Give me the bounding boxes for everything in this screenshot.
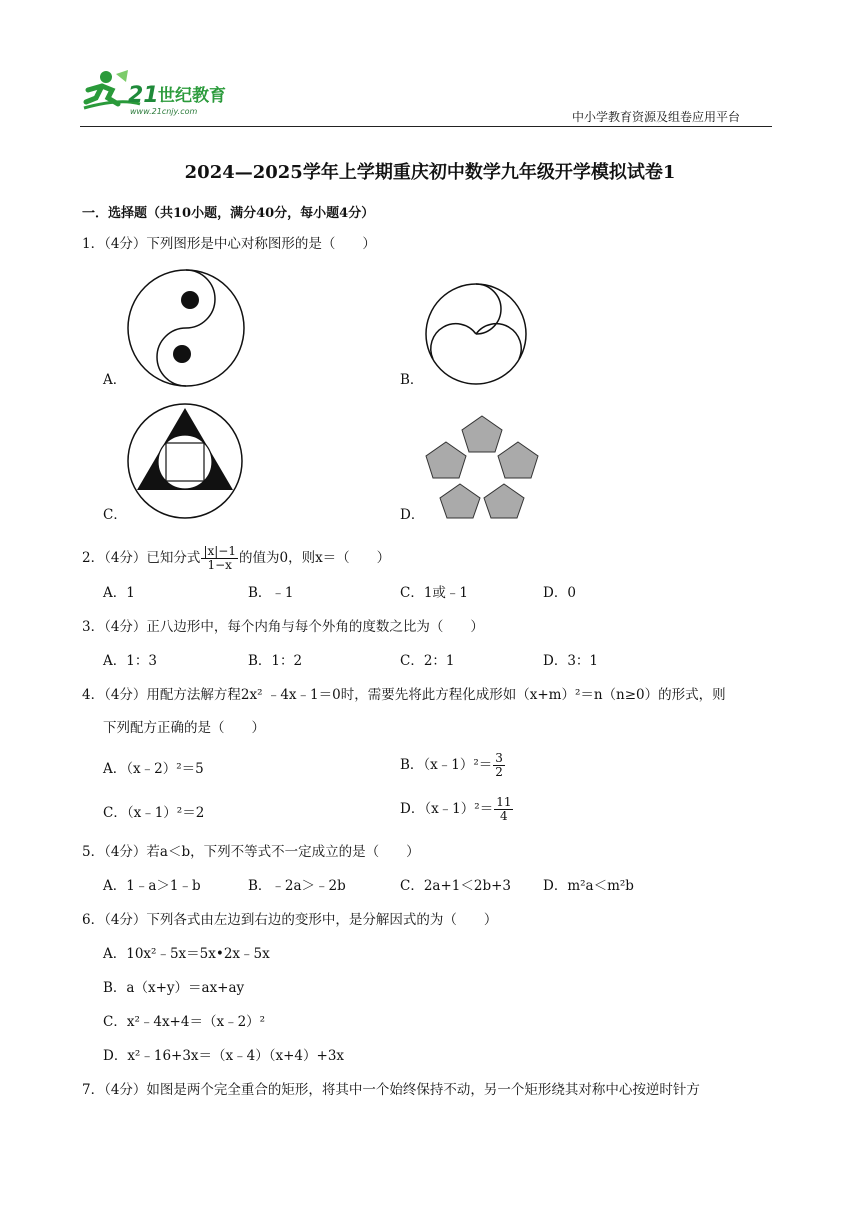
q6-option-a[interactable]: A．10x²﹣5x＝5x•2x﹣5x (103, 946, 270, 962)
q2-numerator: |x|−1 (203, 544, 236, 558)
q6-option-d[interactable]: D．x²﹣16+3x＝（x﹣4）（x+4）+3x (103, 1048, 345, 1064)
three-swirl-figure (424, 282, 528, 386)
question-1-stem: 1．（4分）下列图形是中心对称图形的是（ ） (82, 236, 376, 252)
q5-option-b[interactable]: B．﹣2a＞﹣2b (248, 878, 346, 894)
q3-option-a[interactable]: A．1：3 (103, 653, 157, 669)
q1-option-d[interactable]: D． (400, 507, 425, 523)
platform-name: 中小学教育资源及组卷应用平台 (571, 110, 740, 124)
triangle-in-circle-figure (126, 402, 244, 520)
section-heading: 一．选择题（共10小题，满分40分，每小题4分） (82, 206, 375, 221)
q4-b-numerator: 3 (495, 751, 503, 765)
question-3-stem: 3．（4分）正八边形中，每个内角与每个外角的度数之比为（ ） (82, 619, 484, 635)
q1-option-b[interactable]: B． (400, 372, 424, 388)
svg-text:www.21cnjy.com: www.21cnjy.com (130, 107, 198, 116)
question-2-stem (82, 545, 390, 572)
q6-option-b[interactable]: B．a（x+y）＝ax+ay (103, 980, 245, 996)
q4-option-b[interactable] (400, 752, 506, 779)
q2-text-pre: 2．（4分）已知分式 (82, 550, 201, 566)
q3-option-c[interactable]: C．2：1 (400, 653, 455, 669)
q2-option-d[interactable]: D．0 (543, 585, 576, 601)
q1-option-a[interactable]: A． (103, 372, 127, 388)
q1-option-c[interactable]: C． (103, 507, 127, 523)
q2-option-c[interactable]: C．1或﹣1 (400, 585, 469, 601)
q4-option-d-text: D．（x﹣1）²＝ (400, 801, 494, 817)
q2-denominator: 1−x (207, 558, 232, 572)
q2-text-post: 的值为0，则x＝（ ） (238, 550, 391, 566)
question-6-stem: 6．（4分）下列各式由左边到右边的变形中，是分解因式的为（ ） (82, 912, 498, 928)
q4-d-numerator: 11 (496, 795, 512, 809)
five-pentagons-figure (424, 412, 540, 522)
question-7-stem: 7．（4分）如图是两个完全重合的矩形，将其中一个始终保持不动，另一个矩形绕其对称中心按逆时针方 (82, 1082, 700, 1098)
q2-fraction (201, 545, 238, 572)
svg-text:21: 21 (128, 83, 159, 108)
header-divider (80, 126, 772, 127)
q4-d-denominator: 4 (500, 809, 508, 823)
q2-option-a[interactable]: A．1 (103, 585, 135, 601)
q4-option-d[interactable] (400, 796, 514, 823)
yin-yang-figure (126, 268, 246, 388)
q5-option-c[interactable]: C．2a+1＜2b+3 (400, 878, 511, 894)
q3-option-d[interactable]: D．3：1 (543, 653, 599, 669)
question-5-stem: 5．（4分）若a＜b，下列不等式不一定成立的是（ ） (82, 844, 420, 860)
q4-option-a[interactable]: A．（x﹣2）²＝5 (103, 761, 204, 777)
q3-option-b[interactable]: B．1：2 (248, 653, 303, 669)
q4-option-d-fraction (494, 796, 513, 823)
svg-text:世纪教育: 世纪教育 (158, 86, 226, 106)
question-4-stem-line2: 下列配方正确的是（ ） (103, 720, 265, 736)
q4-option-c[interactable]: C．（x﹣1）²＝2 (103, 805, 205, 821)
q6-option-c[interactable]: C．x²﹣4x+4＝（x﹣2）² (103, 1014, 266, 1030)
q5-option-d[interactable]: D．m²a＜m²b (543, 878, 634, 894)
runner-logo-icon (80, 68, 250, 118)
q5-option-a[interactable]: A．1﹣a＞1﹣b (103, 878, 201, 894)
q4-b-denominator: 2 (495, 765, 503, 779)
site-logo (80, 68, 250, 118)
page-title: 2024—2025学年上学期重庆初中数学九年级开学模拟试卷1 (184, 162, 676, 183)
q4-option-b-text: B．（x﹣1）²＝ (400, 757, 493, 773)
question-4-stem-line1: 4．（4分）用配方法解方程2x² ﹣4x﹣1＝0时，需要先将此方程化成形如（x+m）²＝n（n≥0）的形式，则 (82, 687, 726, 703)
q4-option-b-fraction (493, 752, 505, 779)
q2-option-b[interactable]: B．﹣1 (248, 585, 294, 601)
